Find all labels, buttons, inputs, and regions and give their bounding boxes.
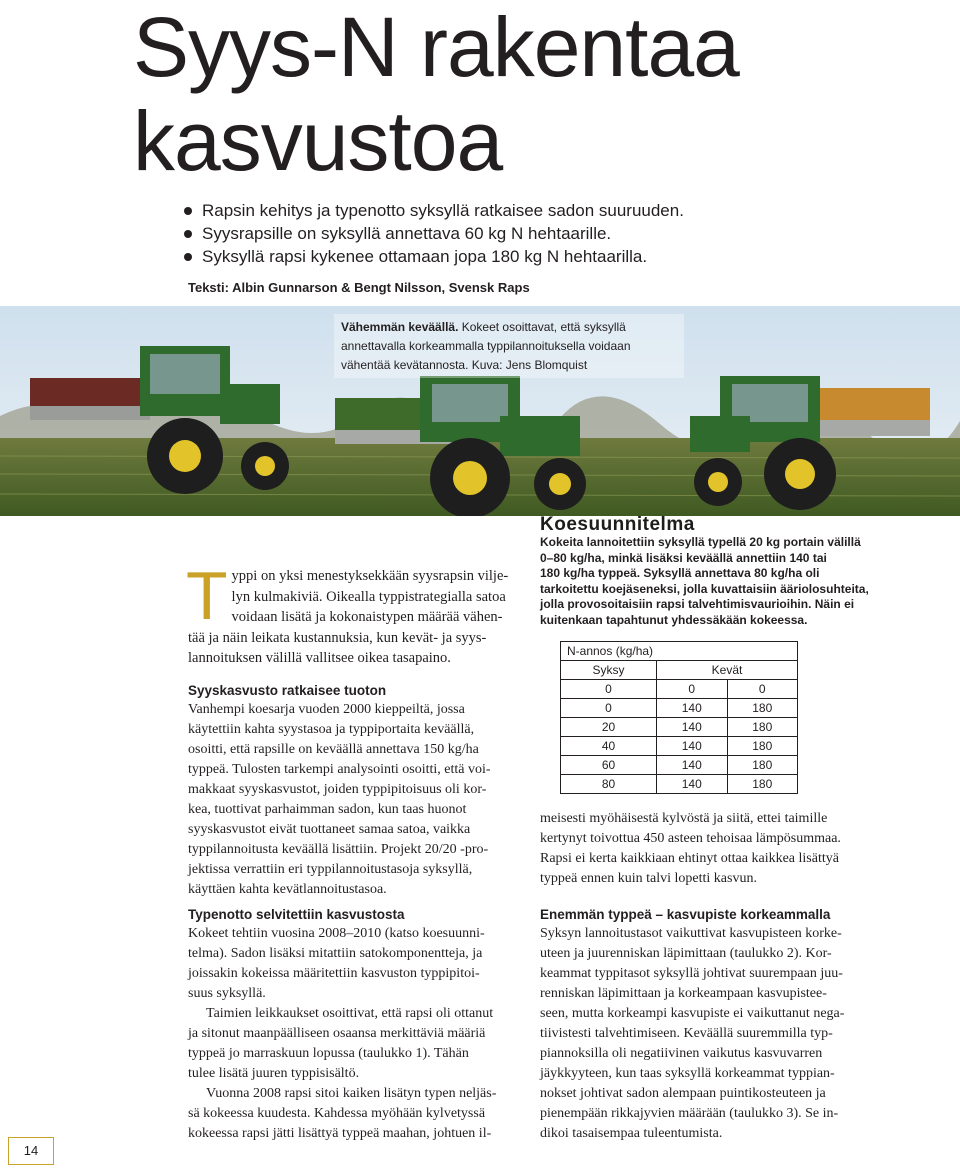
section-heading: Enemmän typpeä – kasvupiste korkeammalla	[540, 907, 831, 922]
table-header: Kevät	[657, 661, 798, 680]
summary-bullets	[182, 199, 782, 268]
table-row: 80 140 180	[561, 775, 798, 794]
caption-lead: Vähemmän keväällä.	[341, 320, 459, 334]
table-row: 0 140 180	[561, 699, 798, 718]
table-header: Syksy	[561, 661, 657, 680]
table-caption-row	[561, 642, 798, 661]
drop-cap: T	[186, 558, 228, 634]
title-line-1: Syys-N rakentaa	[133, 0, 739, 94]
title-line-2: kasvustoa	[133, 94, 503, 188]
section-heading: Syyskasvusto ratkaisee tuoton	[188, 683, 387, 698]
section-enemman-typpea: Enemmän typpeä – kasvupiste korkeammalla Syksyn lannoitustasot vaikuttivat kasvupisteen korke- uteen ja juurenniskan läpimittaan (taulukko 2). Kor- keammat typpitasot syksyllä johtivat suurempaan juu- renniskan läpimittaan ja korkeampaan kasvupistee- seen, mutta korkeampi kasvupiste ei vaikuttanut nega- tiivistesti talvehtimiseen. Keväällä suuremmilla typ- piannoksilla oli negatiivinen vaikutus kasvuvarren jäykkyyteen, kun taas syksyllä korkeammat typpian- nokset johtivat sadon alempaan puintikosteuteen ja pienempään rikkajyvien määrään (taulukko 3). Se in- dikoi tasaisempaa tuleentumista.	[540, 905, 870, 1144]
box-text: Kokeita lannoitettiin syksyllä typellä 20 kg portain välillä 0–80 kg/ha, minkä lisäksi keväällä annettiin 140 tai 180 kg/ha typpeä. Syksyllä annettava 80 kg/ha oli tarkoitettu koejäseneksi, jolla kuvattaisiin ääriolosuhteita, jolla provosoitaisiin rapsi talvehtimisvaurioihin. Näin ei kuitenkaan tapahtunut yhdessäkään kokeessa.	[540, 535, 869, 627]
bullet-dot-icon	[184, 230, 192, 238]
box-title: Koesuunnitelma	[540, 514, 695, 535]
table-row: 0 0 0	[561, 680, 798, 699]
page-title	[133, 0, 933, 188]
section-typenotto: Typenotto selvitettiin kasvustosta Kokeet tehtiin vuosina 2008–2010 (katso koesuunni- telma). Sadon lisäksi mitattiin satokomponentteja, ja joissakin kokeissa määritettiin kasvuston typpipitoi- suus syksyllä. Taimien leikkaukset osoittivat, että rapsi oli ottanut ja sitonut maanpäälliseen osaansa merkittäviä määriä typpeä jo marraskuun lopussa (taulukko 1). Tähän tulee lisätä juuren typpisisältö. Vuonna 2008 rapsi sitoi kaiken lisätyn typen neljäs- sä kokeessa kuudesta. Kahdessa myöhään kylvetyssä kokeessa rapsi jätti lisättyä typpeä maahan, johtuen il-	[188, 905, 518, 1144]
intro-paragraph: T yppi on yksi menestyksekkään syysrapsin vilje- lyn kulmakiviä. Oikealla typpistrategialla satoa voidaan lisätä ja kokonaistypen määrää vähen- tää ja näin leikata kustannuksia, kun kevät- ja syys- lannoituksen välillä vallitsee oikea tasapaino.	[186, 558, 509, 666]
nitrogen-table	[560, 641, 798, 794]
table-row: 20 140 180	[561, 718, 798, 737]
bullet-item: Syysrapsille on syksyllä annettava 60 kg N hehtaarille.	[182, 222, 782, 245]
table-row: 40 140 180	[561, 737, 798, 756]
bullet-item: Rapsin kehitys ja typenotto syksyllä ratkaisee sadon suuruuden.	[182, 199, 782, 222]
section-syyskasvusto: Syyskasvusto ratkaisee tuoton Vanhempi koesarja vuoden 2000 kieppeiltä, jossa käytettiin kahta syystasoa ja typpiportaita keväällä, osoitti, että rapsille on keväällä annettava 150 kg/ha typpeä. Tulosten tarkempi analysointi osoitti, että voi- makkaat syyskasvustot, joiden typpipitoisuus oli kor- kea, tuottivat parhaimman sadon, kun taas huonot syyskasvustot eivät tuottaneet samaa satoa, vaikka typpilannoitusta keväällä lisättiin. Projekt 20/20 -pro- jektissa verrattiin eri typpilannoitustasoja syksyllä, käyttäen kahta kevätlannoitustasoa.	[188, 681, 518, 900]
table-row: 60 140 180	[561, 756, 798, 775]
section-heading: Typenotto selvitettiin kasvustosta	[188, 907, 405, 922]
bullet-dot-icon	[184, 207, 192, 215]
photo-caption: Vähemmän keväällä. Kokeet osoittavat, että syksyllä annettavalla korkeammalla typpilannoituksella voidaan vähentää kevätannosta. Kuva: Jens Blomquist	[341, 320, 631, 372]
continuation-paragraph: meisesti myöhäisestä kylvöstä ja siitä, ettei taimille kertynyt toivottua 450 asteen tehoisaa lämpösummaa. Rapsi ei kerta kaikkiaan ehtinyt ottaa kaikkea lisättyä typpeä ennen kuin talvi lopetti kasvun.	[540, 811, 841, 886]
table-header-row	[561, 661, 798, 680]
bullet-item: Syksyllä rapsi kykenee ottamaan jopa 180 kg N hehtaarilla.	[182, 245, 782, 268]
page-number: 14	[8, 1137, 54, 1165]
table-caption: N-annos (kg/ha)	[561, 642, 798, 661]
byline: Teksti: Albin Gunnarson & Bengt Nilsson, Svensk Raps	[188, 280, 530, 295]
bullet-dot-icon	[184, 253, 192, 261]
